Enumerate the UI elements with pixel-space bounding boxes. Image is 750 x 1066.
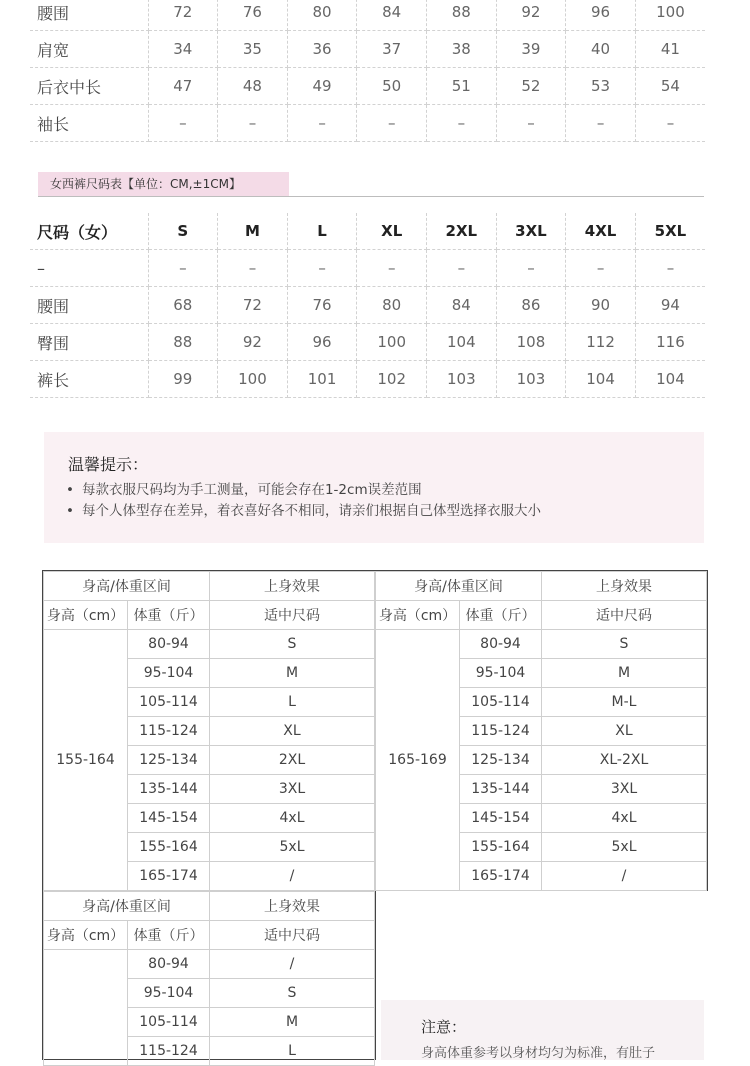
row-label: – — [30, 250, 148, 287]
table-cell: 54 — [635, 68, 705, 105]
table-cell: 96 — [566, 0, 636, 31]
table-cell: – — [496, 105, 566, 142]
table-row — [30, 361, 705, 398]
size-header: L — [287, 213, 357, 250]
table-cell: 116 — [635, 324, 705, 361]
weight-range: 165-174 — [460, 862, 542, 891]
hw-table — [43, 571, 375, 891]
height-range — [44, 950, 128, 1066]
weight-range: 105-114 — [460, 688, 542, 717]
fit-size: 3XL — [542, 775, 707, 804]
weight-range: 115-124 — [128, 717, 210, 746]
table-cell: 35 — [218, 31, 288, 68]
weight-range: 80-94 — [128, 630, 210, 659]
weight-range: 80-94 — [128, 950, 210, 979]
effect-header: 上身效果 — [542, 572, 707, 601]
fit-size: XL — [210, 717, 375, 746]
fit-size: M-L — [542, 688, 707, 717]
size-header: 3XL — [496, 213, 566, 250]
weight-header: 体重（斤） — [460, 601, 542, 630]
fit-size: L — [210, 1037, 375, 1066]
note-box — [381, 1000, 704, 1060]
size-header: S — [148, 213, 218, 250]
range-header: 身高/体重区间 — [44, 892, 210, 921]
effect-header: 上身效果 — [210, 892, 375, 921]
table-cell: 76 — [218, 0, 288, 31]
pants-section-title: 女西裤尺码表【单位：CM,±1CM】 — [38, 172, 289, 196]
section-divider — [38, 196, 704, 197]
weight-range: 95-104 — [128, 979, 210, 1008]
size-header: M — [218, 213, 288, 250]
table-cell: 100 — [635, 0, 705, 31]
weight-range: 95-104 — [128, 659, 210, 688]
table-row — [30, 287, 705, 324]
fit-size: / — [210, 862, 375, 891]
table-row — [30, 105, 705, 142]
table-cell: – — [287, 105, 357, 142]
weight-range: 125-134 — [460, 746, 542, 775]
table-cell: 104 — [635, 361, 705, 398]
fit-size: XL — [542, 717, 707, 746]
weight-range: 135-144 — [460, 775, 542, 804]
fit-size: 5xL — [542, 833, 707, 862]
table-cell: 39 — [496, 31, 566, 68]
table-cell: 112 — [566, 324, 636, 361]
table-cell: 104 — [566, 361, 636, 398]
table-cell: 86 — [496, 287, 566, 324]
size-header: 4XL — [566, 213, 636, 250]
table-cell: 72 — [148, 0, 218, 31]
table-cell: 92 — [496, 0, 566, 31]
table-cell: 96 — [287, 324, 357, 361]
note-text: 身高体重参考以身材均匀为标准，有肚子 — [421, 1046, 656, 1061]
fit-size: / — [542, 862, 707, 891]
table-cell: 88 — [148, 324, 218, 361]
tips-line: • 每个人体型存在差异，着衣喜好各不相同，请亲们根据自己体型选择衣服大小 — [66, 499, 541, 519]
row-label: 后衣中长 — [30, 68, 148, 105]
row-label: 肩宽 — [30, 31, 148, 68]
fit-size: XL-2XL — [542, 746, 707, 775]
fit-size: 4xL — [210, 804, 375, 833]
table-row — [30, 68, 705, 105]
table-cell: – — [148, 105, 218, 142]
table-cell: 94 — [635, 287, 705, 324]
weight-range: 165-174 — [128, 862, 210, 891]
table-cell: – — [148, 250, 218, 287]
table-cell: 47 — [148, 68, 218, 105]
table-cell: – — [635, 250, 705, 287]
row-label: 腰围 — [30, 287, 148, 324]
table-row — [30, 250, 705, 287]
fit-size: L — [210, 688, 375, 717]
table-cell: – — [287, 250, 357, 287]
table-cell: 68 — [148, 287, 218, 324]
weight-header: 体重（斤） — [128, 601, 210, 630]
row-label: 袖长 — [30, 105, 148, 142]
tips-line: • 每款衣服尺码均为手工测量，可能会存在1-2cm误差范围 — [66, 478, 422, 498]
fit-size: 4xL — [542, 804, 707, 833]
fit-size: S — [210, 630, 375, 659]
table-cell: 51 — [427, 68, 497, 105]
table-cell: 38 — [427, 31, 497, 68]
table-cell: 90 — [566, 287, 636, 324]
table-row — [376, 630, 707, 659]
table-cell: 84 — [427, 287, 497, 324]
table-row — [30, 31, 705, 68]
table-cell: 37 — [357, 31, 427, 68]
effect-header: 上身效果 — [210, 572, 375, 601]
weight-range: 125-134 — [128, 746, 210, 775]
fit-size: M — [210, 1008, 375, 1037]
weight-range: 155-164 — [460, 833, 542, 862]
height-header: 身高（cm） — [376, 601, 460, 630]
weight-range: 135-144 — [128, 775, 210, 804]
weight-range: 95-104 — [460, 659, 542, 688]
height-range: 155-164 — [44, 630, 128, 891]
table-cell: 100 — [218, 361, 288, 398]
fit-size: S — [210, 979, 375, 1008]
fit-size: M — [542, 659, 707, 688]
height-header: 身高（cm） — [44, 921, 128, 950]
fit-size: 5xL — [210, 833, 375, 862]
table-cell: – — [357, 250, 427, 287]
table-cell: 84 — [357, 0, 427, 31]
table-cell: 99 — [148, 361, 218, 398]
table-cell: – — [218, 105, 288, 142]
weight-range: 145-154 — [460, 804, 542, 833]
weight-range: 105-114 — [128, 1008, 210, 1037]
fit-size: 2XL — [210, 746, 375, 775]
table-cell: 88 — [427, 0, 497, 31]
table-cell: 103 — [427, 361, 497, 398]
header-label: 尺码（女） — [30, 213, 148, 250]
size-header: 2XL — [427, 213, 497, 250]
row-label: 裤长 — [30, 361, 148, 398]
fit-size: 3XL — [210, 775, 375, 804]
weight-range: 115-124 — [128, 1037, 210, 1066]
top-size-table — [30, 0, 705, 142]
table-row — [44, 950, 375, 979]
table-row — [30, 324, 705, 361]
header-row — [30, 213, 705, 250]
table-cell: – — [566, 105, 636, 142]
table-cell: 108 — [496, 324, 566, 361]
table-cell: 52 — [496, 68, 566, 105]
table-cell: 53 — [566, 68, 636, 105]
table-cell: 101 — [287, 361, 357, 398]
fit-size: / — [210, 950, 375, 979]
table-cell: 100 — [357, 324, 427, 361]
table-cell: 49 — [287, 68, 357, 105]
row-label: 臀围 — [30, 324, 148, 361]
weight-range: 80-94 — [460, 630, 542, 659]
table-cell: 80 — [357, 287, 427, 324]
table-cell: 41 — [635, 31, 705, 68]
pants-size-table — [30, 213, 705, 398]
tips-box — [44, 432, 704, 543]
weight-range: 155-164 — [128, 833, 210, 862]
size-header: XL — [357, 213, 427, 250]
hw-table — [43, 891, 375, 1066]
weight-range: 115-124 — [460, 717, 542, 746]
table-cell: 48 — [218, 68, 288, 105]
range-header: 身高/体重区间 — [376, 572, 542, 601]
table-cell: – — [496, 250, 566, 287]
fit-header: 适中尺码 — [210, 601, 375, 630]
table-row — [30, 0, 705, 31]
height-range: 165-169 — [376, 630, 460, 891]
table-cell: – — [566, 250, 636, 287]
weight-range: 105-114 — [128, 688, 210, 717]
table-cell: 80 — [287, 0, 357, 31]
table-cell: 104 — [427, 324, 497, 361]
table-cell: 102 — [357, 361, 427, 398]
row-label: 腰围 — [30, 0, 148, 31]
table-row — [44, 630, 375, 659]
range-header: 身高/体重区间 — [44, 572, 210, 601]
weight-range: 145-154 — [128, 804, 210, 833]
size-header: 5XL — [635, 213, 705, 250]
table-cell: – — [357, 105, 427, 142]
fit-header: 适中尺码 — [542, 601, 707, 630]
table-cell: 103 — [496, 361, 566, 398]
table-cell: – — [218, 250, 288, 287]
table-cell: 40 — [566, 31, 636, 68]
table-cell: 92 — [218, 324, 288, 361]
table-cell: – — [635, 105, 705, 142]
tips-title: 温馨提示： — [68, 455, 149, 474]
height-header: 身高（cm） — [44, 601, 128, 630]
table-cell: 72 — [218, 287, 288, 324]
table-cell: 50 — [357, 68, 427, 105]
table-cell: 76 — [287, 287, 357, 324]
table-cell: 36 — [287, 31, 357, 68]
fit-header: 适中尺码 — [210, 921, 375, 950]
note-title: 注意： — [421, 1018, 467, 1036]
table-cell: – — [427, 250, 497, 287]
fit-size: S — [542, 630, 707, 659]
fit-size: M — [210, 659, 375, 688]
table-cell: – — [427, 105, 497, 142]
weight-header: 体重（斤） — [128, 921, 210, 950]
hw-table — [375, 571, 707, 891]
table-cell: 34 — [148, 31, 218, 68]
